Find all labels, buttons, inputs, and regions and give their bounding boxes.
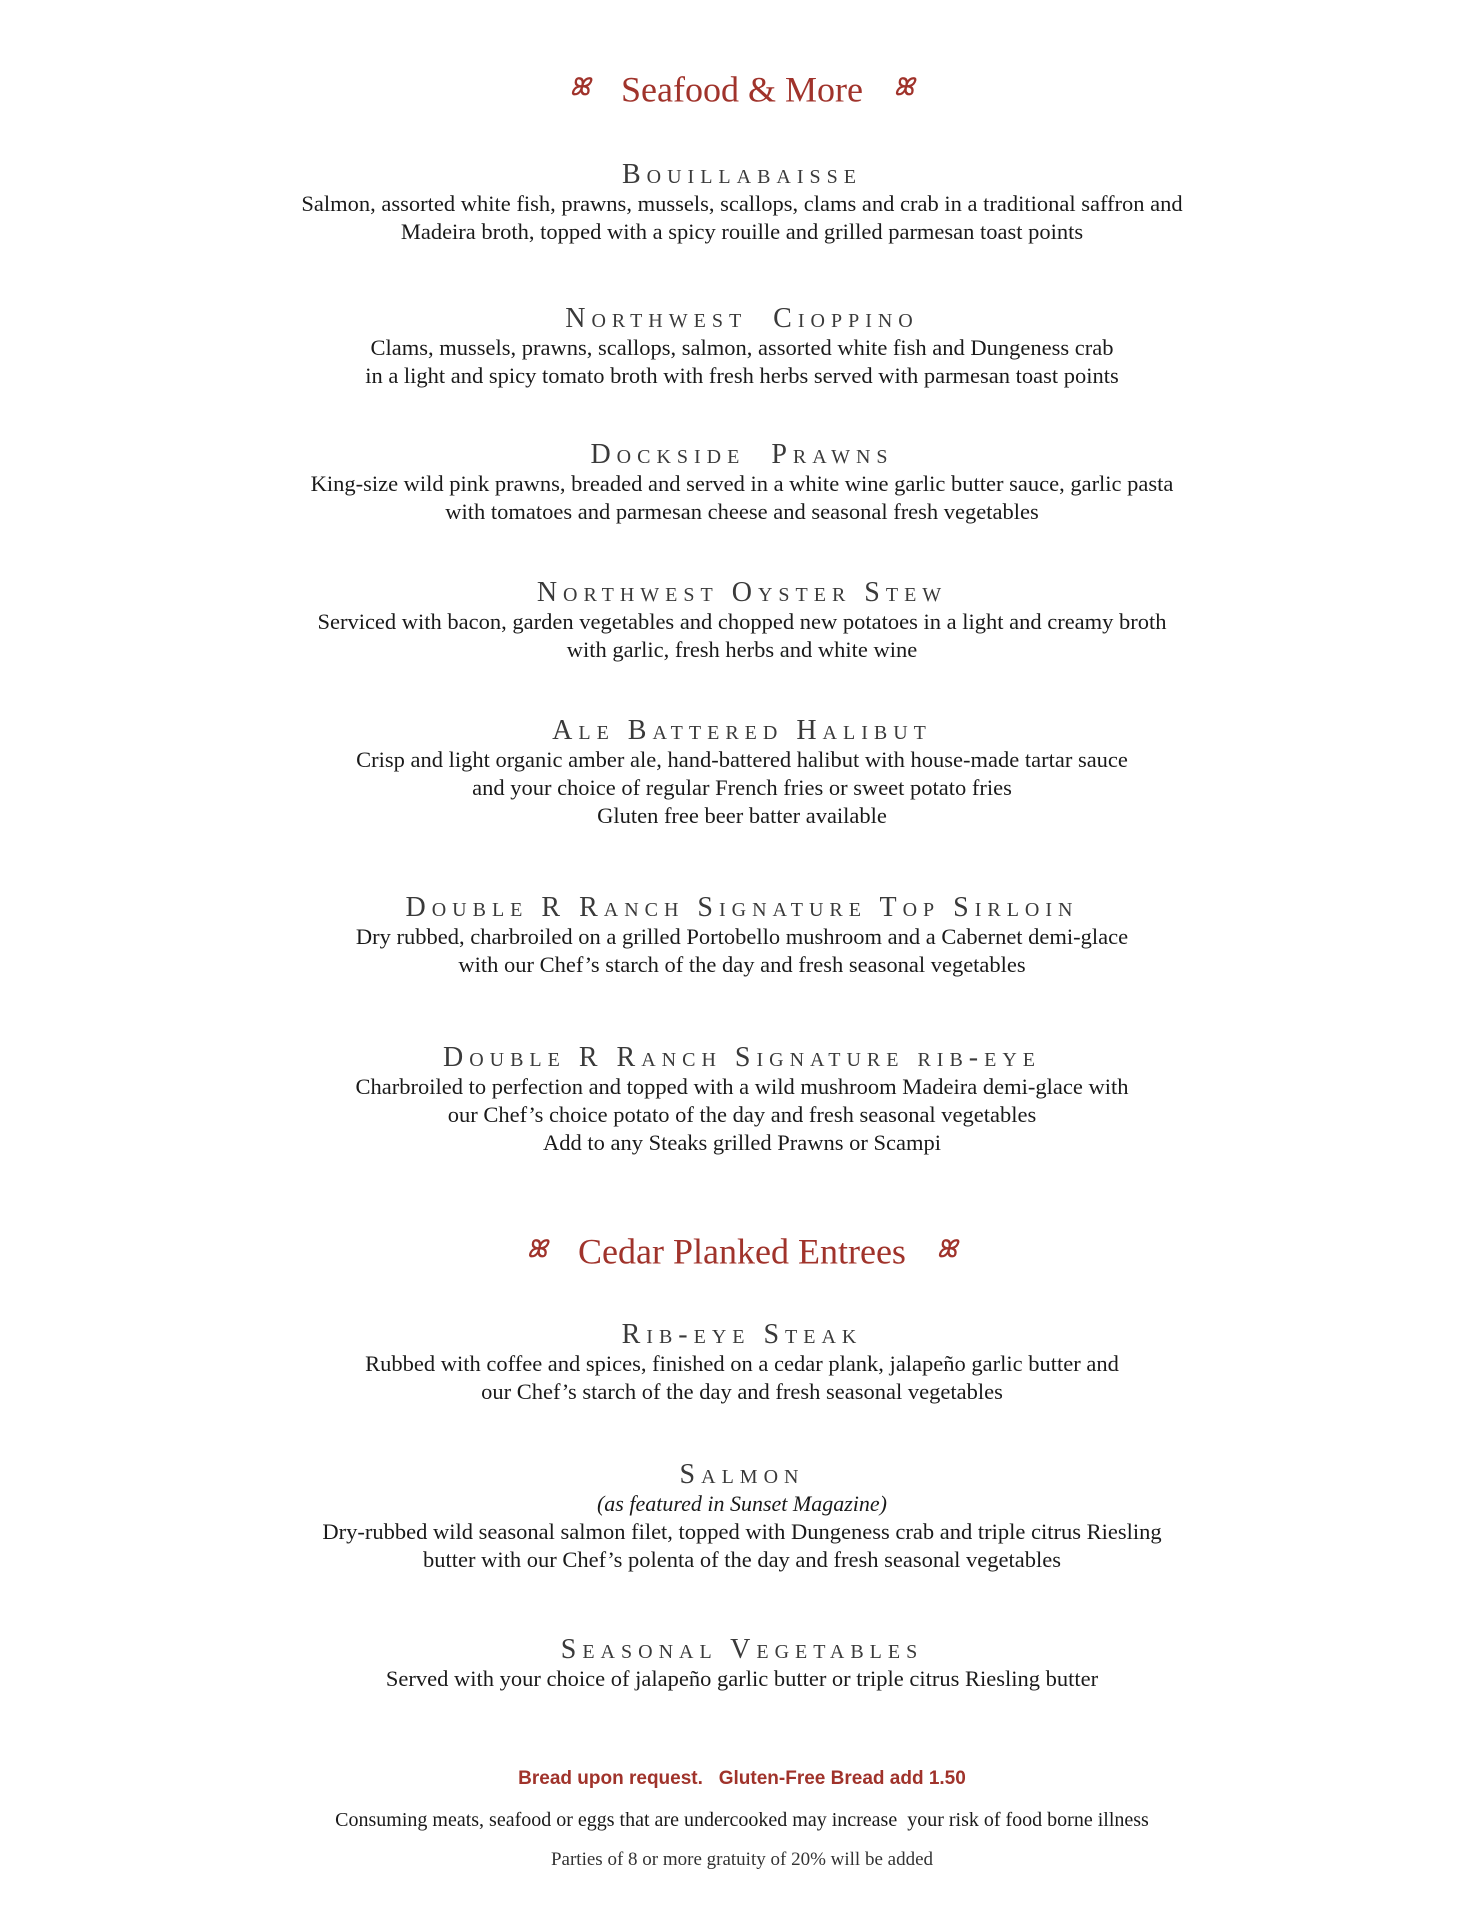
- ornament-right-icon: ꕤ: [893, 74, 914, 101]
- ornament-left-icon: ꕤ: [527, 1236, 548, 1263]
- menu-item-northwest-oyster-stew: [0, 578, 1484, 664]
- menu-item-northwest-cioppino: [0, 304, 1484, 390]
- item-description-line: Salmon, assorted white fish, prawns, mussels, scallops, clams and crab in a traditional saffron and: [301, 191, 1183, 216]
- item-description-line: Madeira broth, topped with a spicy rouille and grilled parmesan toast points: [400, 219, 1084, 244]
- item-name: Rib-eye Steak: [621, 1319, 863, 1350]
- ornament-left-icon: ꕤ: [570, 74, 591, 101]
- item-description-line: with garlic, fresh herbs and white wine: [566, 637, 918, 662]
- item-description-line: Dry-rubbed wild seasonal salmon filet, topped with Dungeness crab and triple citrus Riesling: [322, 1519, 1162, 1544]
- item-description-line: butter with our Chef’s polenta of the day and fresh seasonal vegetables: [423, 1547, 1061, 1572]
- consumption-warning: Consuming meats, seafood or eggs that are undercooked may increase your risk of food borne illness: [335, 1809, 1149, 1831]
- item-name: Double R Ranch Signature Top Sirloin: [405, 892, 1079, 923]
- item-description-line: with our Chef’s starch of the day and fresh seasonal vegetables: [458, 952, 1026, 977]
- item-name: Double R Ranch Signature rib-eye: [442, 1042, 1041, 1073]
- item-description-line: in a light and spicy tomato broth with fresh herbs served with parmesan toast points: [365, 363, 1119, 388]
- item-description-line: Dry rubbed, charbroiled on a grilled Portobello mushroom and a Cabernet demi-glace: [355, 924, 1129, 949]
- item-description-line: Charbroiled to perfection and topped with a wild mushroom Madeira demi-glace with: [355, 1074, 1129, 1099]
- item-description-line: with tomatoes and parmesan cheese and seasonal fresh vegetables: [445, 499, 1039, 524]
- section-title-text: Seafood & More: [621, 69, 863, 110]
- menu-item-ale-battered-halibut: [0, 716, 1484, 830]
- ornament-right-icon: ꕤ: [936, 1236, 957, 1263]
- item-name: Ale Battered Halibut: [552, 715, 932, 746]
- item-name: Bouillabaisse: [621, 159, 862, 190]
- item-name: Seasonal Vegetables: [560, 1634, 924, 1665]
- item-description-line: Gluten free beer batter available: [597, 803, 887, 828]
- menu-item-salmon: [0, 1460, 1484, 1574]
- item-name: Northwest Oyster Stew: [536, 577, 948, 608]
- item-description-line: Served with your choice of jalapeño garlic butter or triple citrus Riesling butter: [385, 1666, 1099, 1691]
- item-description-line: Clams, mussels, prawns, scallops, salmon, assorted white fish and Dungeness crab: [370, 335, 1114, 360]
- item-description-line: King-size wild pink prawns, breaded and served in a white wine garlic butter sauce, garlic pasta: [310, 471, 1174, 496]
- menu-item-seasonal-vegetables: [0, 1635, 1484, 1693]
- section-title-text: Cedar Planked Entrees: [578, 1231, 906, 1272]
- item-description-line: Serviced with bacon, garden vegetables and chopped new potatoes in a light and creamy broth: [317, 609, 1167, 634]
- item-description-line: Crisp and light organic amber ale, hand-battered halibut with house-made tartar sauce: [356, 747, 1128, 772]
- menu-item-rib-eye-steak: [0, 1320, 1484, 1406]
- item-subtitle: (as featured in Sunset Magazine): [596, 1491, 888, 1516]
- menu-item-top-sirloin: [0, 893, 1484, 979]
- gratuity-note: Parties of 8 or more gratuity of 20% will be added: [550, 1849, 933, 1870]
- item-description-line: our Chef’s choice potato of the day and fresh seasonal vegetables: [447, 1102, 1037, 1127]
- item-description-line: and your choice of regular French fries or sweet potato fries: [472, 775, 1012, 800]
- item-name: Dockside Prawns: [590, 439, 894, 470]
- menu-item-signature-rib-eye: [0, 1043, 1484, 1157]
- section-title-cedar-planked: [0, 1226, 1484, 1274]
- menu-item-bouillabaisse: [0, 160, 1484, 246]
- section-title-seafood: [0, 64, 1484, 112]
- bread-note: Bread upon request. Gluten-Free Bread add 1.50: [518, 1768, 966, 1789]
- item-description-line: Rubbed with coffee and spices, finished on a cedar plank, jalapeño garlic butter and: [365, 1351, 1119, 1376]
- item-name: Salmon: [679, 1459, 805, 1490]
- item-description-line: our Chef’s starch of the day and fresh seasonal vegetables: [481, 1379, 1003, 1404]
- item-name: Northwest Cioppino: [565, 303, 919, 334]
- item-description-line: Add to any Steaks grilled Prawns or Scampi: [542, 1130, 942, 1155]
- menu-item-dockside-prawns: [0, 440, 1484, 526]
